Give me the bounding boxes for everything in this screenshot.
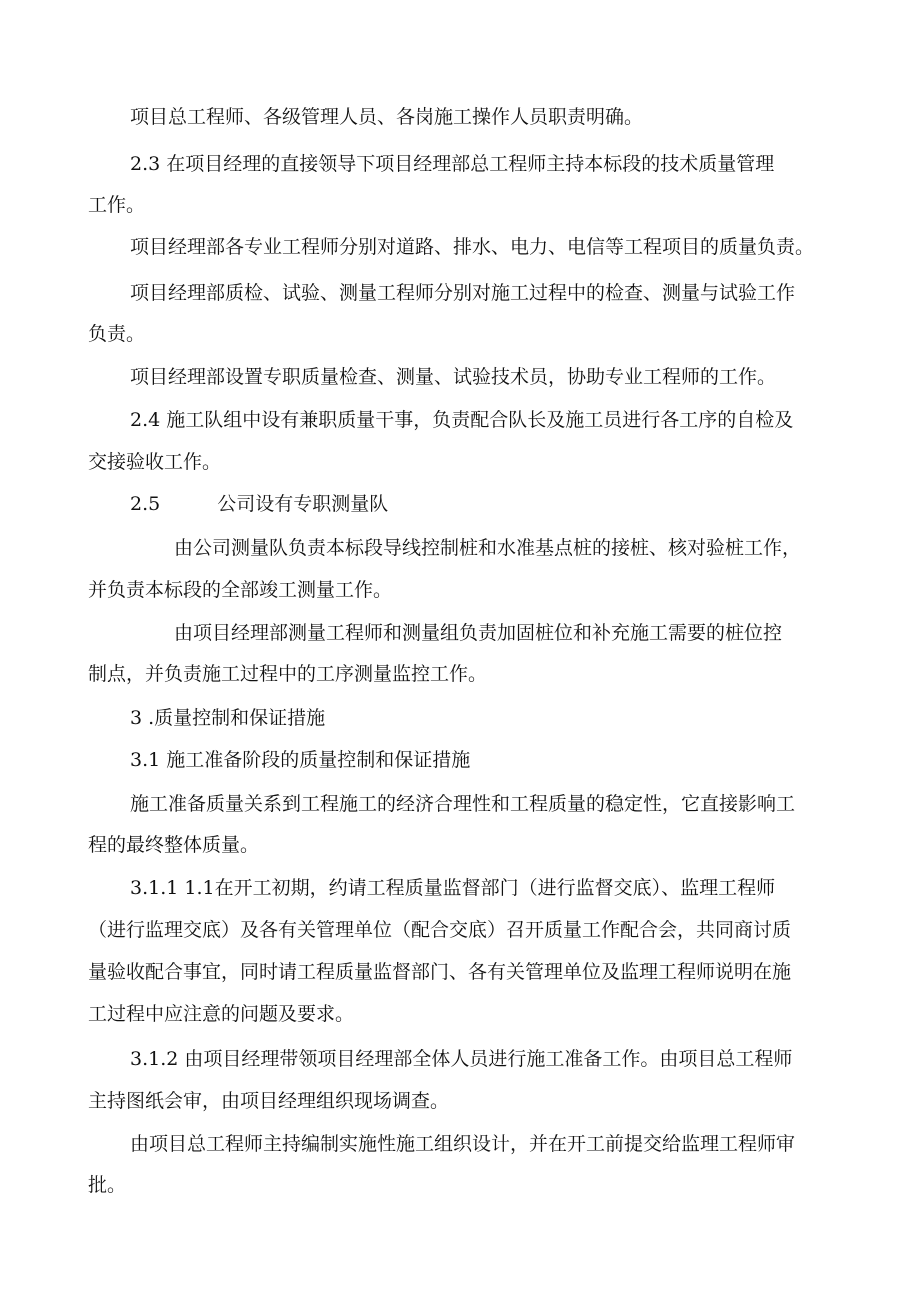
text-line-7: 项目经理部设置专职质量检查、测量、试验技术员，协助专业工程师的工作。: [130, 366, 777, 388]
text-line-9: 交接验收工作。: [88, 451, 222, 473]
text-line-5: 项目经理部质检、试验、测量工程师分别对施工过程中的检查、测量与试验工作: [130, 282, 796, 304]
text-line-18: 程的最终整体质量。: [88, 834, 260, 856]
text-line-13: 由项目经理部测量工程师和测量组负责加固桩位和补充施工需要的桩位控: [174, 622, 783, 644]
text-line-14: 制点，并负责施工过程中的工序测量监控工作。: [88, 663, 488, 685]
text-line-12: 并负责本标段的全部竣工测量工作。: [88, 579, 393, 601]
text-line-19: 3.1.1 1.1在开工初期，约请工程质量监督部门（进行监督交底）、监理工程师: [130, 877, 776, 899]
text-line-24: 主持图纸会审，由项目经理组织现场调查。: [88, 1090, 450, 1112]
text-line-1: 项目总工程师、各级管理人员、各岗施工操作人员职责明确。: [130, 106, 644, 128]
text-line-11: 由公司测量队负责本标段导线控制桩和水准基点桩的接桩、核对验桩工作，: [174, 537, 802, 559]
text-line-3: 工作。: [88, 194, 146, 216]
text-line-16: 3.1 施工准备阶段的质量控制和保证措施: [130, 749, 471, 771]
text-line-23: 3.1.2 由项目经理带领项目经理部全体人员进行施工准备工作。由项目总工程师: [130, 1048, 793, 1070]
text-line-15: 3 .质量控制和保证措施: [130, 707, 326, 729]
text-line-8: 2.4 施工队组中设有兼职质量干事，负责配合队长及施工员进行各工序的自检及: [130, 409, 794, 431]
text-line-22: 工过程中应注意的问题及要求。: [88, 1003, 355, 1025]
text-line-4: 项目经理部各专业工程师分别对道路、排水、电力、电信等工程项目的质量负责。: [130, 236, 815, 258]
text-line-17: 施工准备质量关系到工程施工的经济合理性和工程质量的稳定性，它直接影响工: [130, 793, 796, 815]
text-line-2: 2.3 在项目经理的直接领导下项目经理部总工程师主持本标段的技术质量管理: [130, 153, 775, 175]
text-line-26: 批。: [88, 1174, 127, 1196]
text-line-6: 负责。: [88, 323, 146, 345]
text-line-21: 量验收配合事宜，同时请工程质量监督部门、各有关管理单位及监理工程师说明在施: [88, 961, 792, 983]
text-line-20: （进行监理交底）及各有关管理单位（配合交底）召开质量工作配合会，共同商讨质: [88, 919, 792, 941]
text-line-25: 由项目总工程师主持编制实施性施工组织设计，并在开工前提交给监理工程师审: [130, 1133, 796, 1155]
text-line-10: 2.5 公司设有专职测量队: [130, 493, 389, 515]
